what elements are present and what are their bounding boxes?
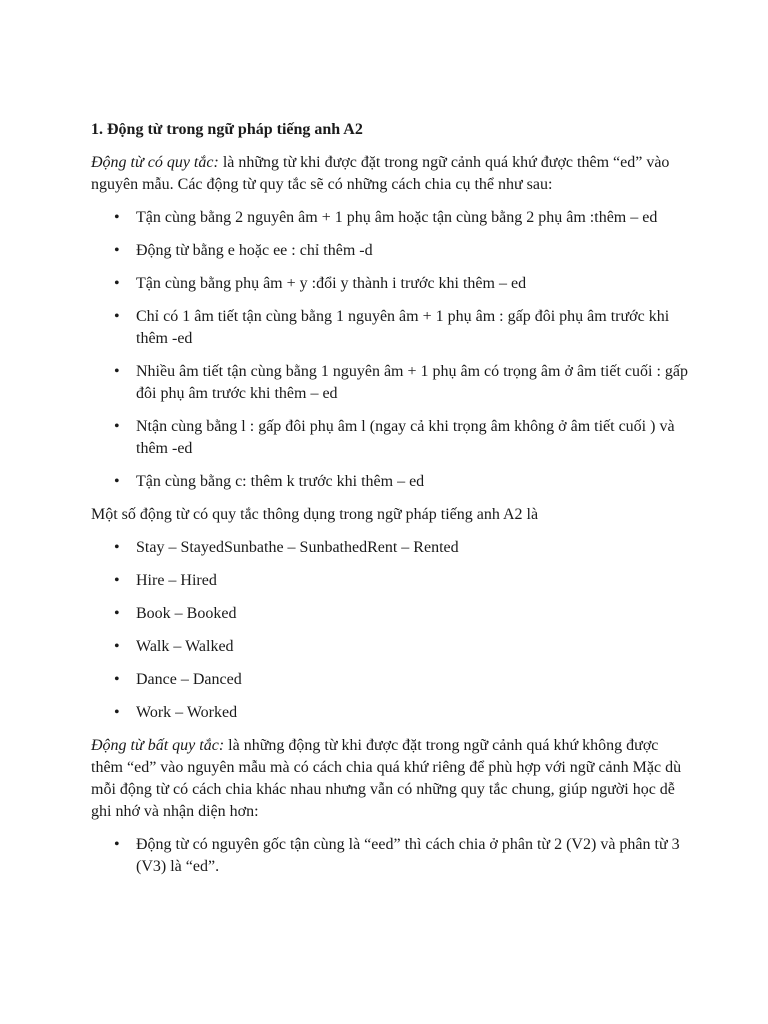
rule-item: • Nhiều âm tiết tận cùng bằng 1 nguyên âm + 1 phụ âm có trọng âm ở âm tiết cuối : gấp đôi phụ âm trước khi thêm – ed	[91, 361, 691, 405]
example-item: • Book – Booked	[91, 603, 691, 625]
irregular-verbs-text: là những động từ khi được đặt trong ngữ cảnh quá khứ không được thêm “ed” vào nguyên mẫu mà có cách chia quá khứ riêng để phù hợp với ngữ cảnh Mặc dù mỗi động từ có cách chia khác nhau nhưng vẫn có những quy tắc chung, giúp người học dễ ghi nhớ và nhận diện hơn:	[91, 737, 682, 820]
rule-item: • Tận cùng bằng phụ âm + y :đổi y thành i trước khi thêm – ed	[91, 273, 691, 295]
rule-item: • Chỉ có 1 âm tiết tận cùng bằng 1 nguyên âm + 1 phụ âm : gấp đôi phụ âm trước khi thêm -ed	[91, 306, 691, 350]
example-item: • Walk – Walked	[91, 636, 691, 658]
example-item: • Stay – StayedSunbathe – SunbathedRent – Rented	[91, 537, 691, 559]
regular-verbs-term: Động từ có quy tắc:	[91, 154, 219, 171]
regular-verbs-text: là những từ khi được đặt trong ngữ cảnh quá khứ được thêm “ed” vào nguyên mẫu. Các động từ quy tắc sẽ có những cách chia cụ thể như sau:	[91, 154, 670, 193]
rules-list	[91, 207, 691, 493]
example-item: • Hire – Hired	[91, 570, 691, 592]
section-heading: 1. Động từ trong ngữ pháp tiếng anh A2	[91, 121, 363, 138]
examples-list	[91, 537, 691, 724]
irregular-verbs-term: Động từ bất quy tắc:	[91, 737, 225, 754]
irregular-verbs-paragraph	[91, 735, 691, 823]
examples-intro: Một số động từ có quy tắc thông dụng trong ngữ pháp tiếng anh A2 là	[91, 506, 539, 523]
example-item: • Work – Worked	[91, 702, 691, 724]
irregular-rules-list	[91, 834, 691, 878]
rule-item: • Tận cùng bằng 2 nguyên âm + 1 phụ âm hoặc tận cùng bằng 2 phụ âm :thêm – ed	[91, 207, 691, 229]
regular-verbs-paragraph	[91, 152, 691, 196]
rule-item: • Ntận cùng bằng l : gấp đôi phụ âm l (ngay cả khi trọng âm không ở âm tiết cuối ) và thêm -ed	[91, 416, 691, 460]
rule-item: • Tận cùng bằng c: thêm k trước khi thêm – ed	[91, 471, 691, 493]
document-content	[91, 119, 691, 889]
irregular-rule-item: • Động từ có nguyên gốc tận cùng là “eed” thì cách chia ở phân từ 2 (V2) và phân từ 3 (V3) là “ed”.	[91, 834, 691, 878]
rule-item: • Động từ bằng e hoặc ee : chỉ thêm -d	[91, 240, 691, 262]
example-item: • Dance – Danced	[91, 669, 691, 691]
